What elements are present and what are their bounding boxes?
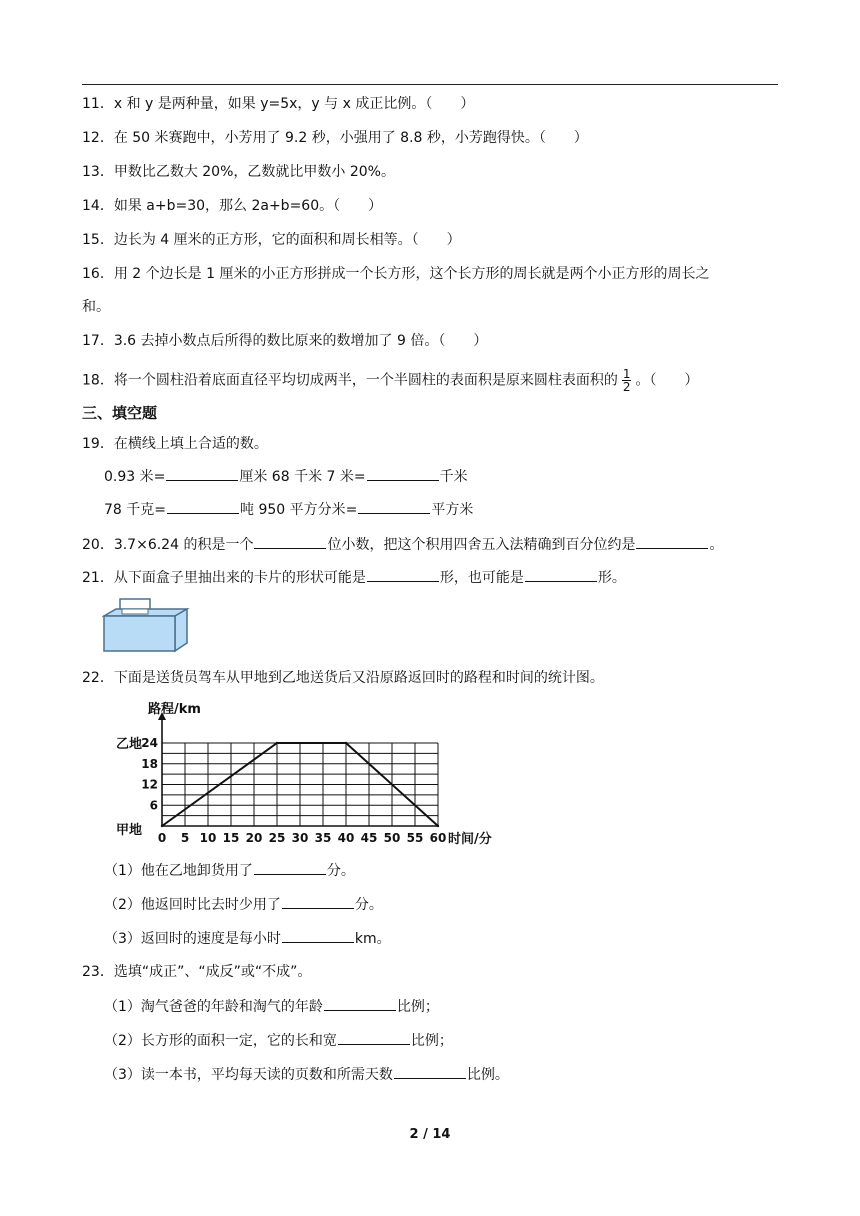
chart-grid [158, 712, 438, 826]
x-tick-label: 55 [406, 831, 424, 845]
box-slot [122, 609, 148, 614]
header-rule [82, 84, 778, 85]
question-13: 13．甲数比乙数大 20%，乙数就比甲数小 20%。 [82, 164, 395, 180]
answer-blank[interactable] [282, 894, 354, 909]
data-point [345, 742, 347, 744]
question-11: 11．x 和 y 是两种量，如果 y=5x，y 与 x 成正比例。（ ） [82, 96, 475, 112]
answer-blank[interactable] [282, 928, 354, 943]
question-12: 12．在 50 米赛跑中，小芳用了 9.2 秒，小强用了 8.8 秒，小芳跑得快。（ ） [82, 130, 588, 146]
x-tick-origin: 0 [157, 831, 167, 845]
x-tick-label: 50 [383, 831, 401, 845]
data-point [437, 825, 439, 827]
question-19: 19．在横线上填上合适的数。 [82, 436, 268, 452]
question-23: 23．选填“成正”、“成反”或“不成”。 [82, 964, 312, 980]
question-17: 17．3.6 去掉小数点后所得的数比原来的数增加了 9 倍。（ ） [82, 333, 488, 349]
x-tick-label: 5 [180, 831, 190, 845]
answer-blank[interactable] [358, 499, 430, 514]
answer-blank[interactable] [254, 860, 326, 875]
x-axis-title: 时间/分 [448, 832, 492, 847]
question-15: 15．边长为 4 厘米的正方形，它的面积和周长相等。（ ） [82, 232, 461, 248]
question-19-row1: 0.93 米= 厘米 68 千米 7 米= 千米 [104, 466, 468, 487]
x-tick-label: 45 [360, 831, 378, 845]
card-box-illustration [102, 596, 192, 656]
x-tick-label: 15 [222, 831, 240, 845]
answer-blank[interactable] [167, 499, 239, 514]
answer-blank[interactable] [525, 567, 597, 582]
y-axis-title: 路程/km [148, 702, 201, 717]
question-16: 16．用 2 个边长是 1 厘米的小正方形拼成一个长方形，这个长方形的周长就是两个小正方形的周长之 [82, 266, 710, 282]
question-22: 22．下面是送货员驾车从甲地到乙地送货后又沿原路返回时的路程和时间的统计图。 [82, 670, 604, 686]
question-22-part2: （2）他返回时比去时少用了 分。 [104, 894, 383, 915]
answer-blank[interactable] [394, 1064, 466, 1079]
question-18: 18．将一个圆柱沿着底面直径平均切成两半，一个半圆柱的表面积是原来圆柱表面积的 $\frac{1}{2}$ 。（ ） [82, 367, 699, 394]
question-22-part1: （1）他在乙地卸货用了 分。 [104, 860, 355, 881]
answer-blank[interactable] [254, 534, 326, 549]
question-21: 21．从下面盒子里抽出来的卡片的形状可能是 形，也可能是 形。 [82, 567, 626, 588]
fraction-half: $\frac{1}{2}$ [622, 367, 631, 394]
y-tick-label: 6 [149, 798, 158, 813]
page-number: 2 / 14 [409, 1127, 451, 1142]
section-title: 三、填空题 [82, 404, 158, 422]
x-tick-label: 10 [199, 831, 217, 845]
question-23-part3: （3）读一本书，平均每天读的页数和所需天数 比例。 [104, 1064, 509, 1085]
answer-blank[interactable] [166, 466, 238, 481]
question-23-part2: （2）长方形的面积一定，它的长和宽 比例； [104, 1030, 453, 1051]
question-14: 14．如果 a+b=30，那么 2a+b=60。（ ） [82, 198, 383, 214]
data-point [161, 825, 163, 827]
y-top-place-label: 乙地 [115, 737, 142, 752]
x-tick-label: 20 [245, 831, 263, 845]
answer-blank[interactable] [636, 534, 708, 549]
answer-blank[interactable] [324, 996, 396, 1011]
question-22-part3: （3）返回时的速度是每小时 km。 [104, 928, 391, 949]
x-tick-label: 40 [337, 831, 355, 845]
box-front [104, 616, 175, 651]
answer-blank[interactable] [367, 567, 439, 582]
question-23-part1: （1）淘气爸爸的年龄和淘气的年龄 比例； [104, 996, 439, 1017]
answer-blank[interactable] [367, 466, 439, 481]
answer-blank[interactable] [338, 1030, 410, 1045]
x-tick-label: 25 [268, 831, 286, 845]
question-20: 20．3.7×6.24 的积是一个 位小数，把这个积用四舍五入法精确到百分位约是 。 [82, 534, 723, 555]
data-point [276, 742, 278, 744]
x-tick-label: 30 [291, 831, 309, 845]
x-tick-label: 35 [314, 831, 332, 845]
distance-time-chart [108, 700, 508, 848]
y-origin-place-label: 甲地 [115, 823, 142, 838]
question-16-cont: 和。 [82, 299, 110, 315]
y-tick-label: 24 [141, 736, 158, 750]
box-side [175, 609, 187, 651]
y-tick-label: 12 [141, 777, 158, 792]
question-19-row2: 78 千克= 吨 950 平方分米= 平方米 [104, 499, 473, 520]
x-tick-label: 60 [429, 831, 447, 845]
y-tick-label: 18 [141, 756, 158, 771]
